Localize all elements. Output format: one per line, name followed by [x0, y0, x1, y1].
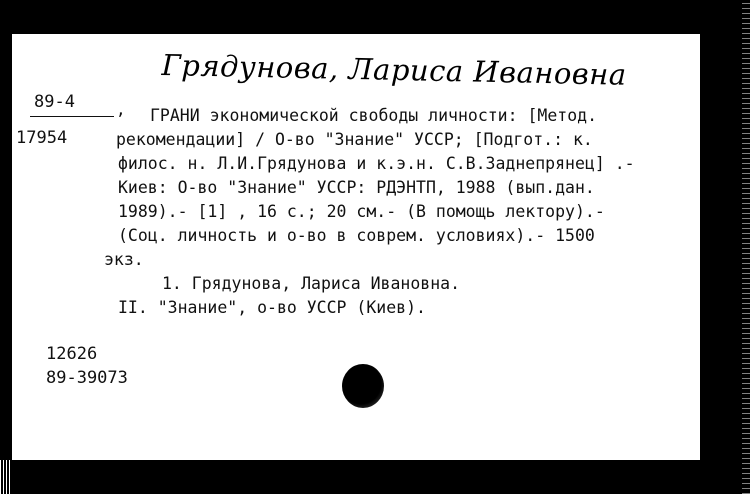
- body-line-2: рекомендации] / О-во "Знание" УССР; [Подгот.: к.: [116, 130, 593, 149]
- card-number-2: 89-39073: [46, 368, 128, 388]
- shelfmark-rule: [30, 116, 114, 117]
- handwritten-heading: Грядунова, Лариса Ивановна: [161, 48, 628, 92]
- body-line-6: (Соц. личность и о-во в соврем. условиях).- 1500: [118, 226, 595, 245]
- body-line-1: ГРАНИ экономической свободы личности: [Метод.: [150, 106, 598, 125]
- shelfmark-top: 89-4: [34, 92, 75, 112]
- shelfmark-comma: ,: [116, 100, 126, 119]
- tracing-1: 1. Грядунова, Лариса Ивановна.: [162, 274, 461, 293]
- tracing-2: II. "Знание", о-во УССР (Киев).: [118, 298, 426, 317]
- body-line-3: филос. н. Л.И.Грядунова и к.э.н. С.В.Заднепрянец] .-: [118, 154, 635, 173]
- body-line-4: Киев: О-во "Знание" УССР: РДЭНТП, 1988 (вып.дан.: [118, 178, 595, 197]
- body-line-7: экз.: [104, 250, 144, 269]
- shelfmark-bottom: 17954: [16, 128, 68, 148]
- scan-edge-right: [742, 0, 750, 494]
- body-line-5: 1989).- [1] , 16 с.; 20 см.- (В помощь лектору).-: [118, 202, 605, 221]
- ink-blot: [342, 364, 384, 408]
- catalog-card: [12, 34, 700, 460]
- scan-edge-left: [0, 460, 12, 494]
- card-number-1: 12626: [46, 344, 98, 364]
